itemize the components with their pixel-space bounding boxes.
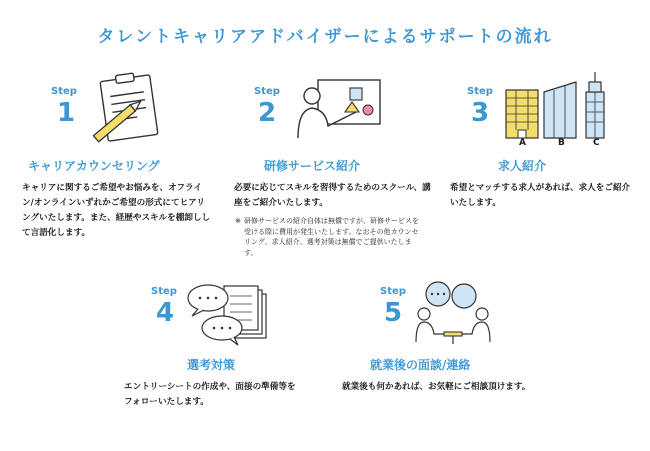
clipboard-pencil-icon — [86, 72, 166, 148]
step-number: 2 — [258, 98, 277, 128]
step-label: Step — [254, 86, 280, 97]
step-number: 4 — [156, 298, 175, 328]
step-number: 3 — [471, 98, 490, 128]
office-buildings-icon — [502, 72, 612, 140]
step-description: キャリアに関するご希望やお悩みを、オフライン/オンラインいずれかご希望の形式にてヒアリングいたします。また、経歴やスキルを棚卸しして言語化します。 — [22, 183, 211, 238]
step-description: エントリーシートの作成や、面接の準備等をフォローいたします。 — [124, 382, 296, 407]
building-label-a: A — [519, 138, 526, 148]
note-mark: ※ — [235, 217, 241, 225]
step-number: 5 — [384, 298, 403, 328]
presenter-whiteboard-icon — [290, 76, 390, 144]
step-heading: キャリアカウンセリング — [28, 159, 160, 173]
step-note: 研修サービスの紹介自体は無償ですが、研修サービスを受ける際に費用が発生いたします。なおその他カウンセリング、求人紹介、選考対策は無償でご提供いたします。 — [244, 217, 419, 257]
step-label: Step — [151, 286, 177, 297]
step-heading: 研修サービス紹介 — [264, 159, 361, 173]
step-description: 就業後も何かあれば、お気軽にご相談頂けます。 — [342, 382, 531, 392]
building-label-c: C — [593, 138, 600, 148]
step-heading: 就業後の面談/連絡 — [370, 358, 471, 372]
step-label: Step — [467, 86, 493, 97]
step-number: 1 — [57, 98, 76, 128]
step-description: 必要に応じてスキルを習得するためのスクール、講座をご紹介いたします。 — [234, 183, 431, 208]
step-description: 希望とマッチする求人があれば、求人をご紹介いたします。 — [450, 183, 631, 208]
step-heading: 求人紹介 — [498, 159, 547, 173]
page-title: タレントキャリアアドバイザーによるサポートの流れ — [97, 27, 553, 47]
step-label: Step — [51, 86, 77, 97]
speech-bubbles-documents-icon — [186, 282, 276, 348]
building-label-b: B — [558, 138, 565, 148]
step-label: Step — [380, 286, 406, 297]
two-people-talking-icon — [412, 280, 502, 346]
step-heading: 選考対策 — [187, 358, 236, 372]
